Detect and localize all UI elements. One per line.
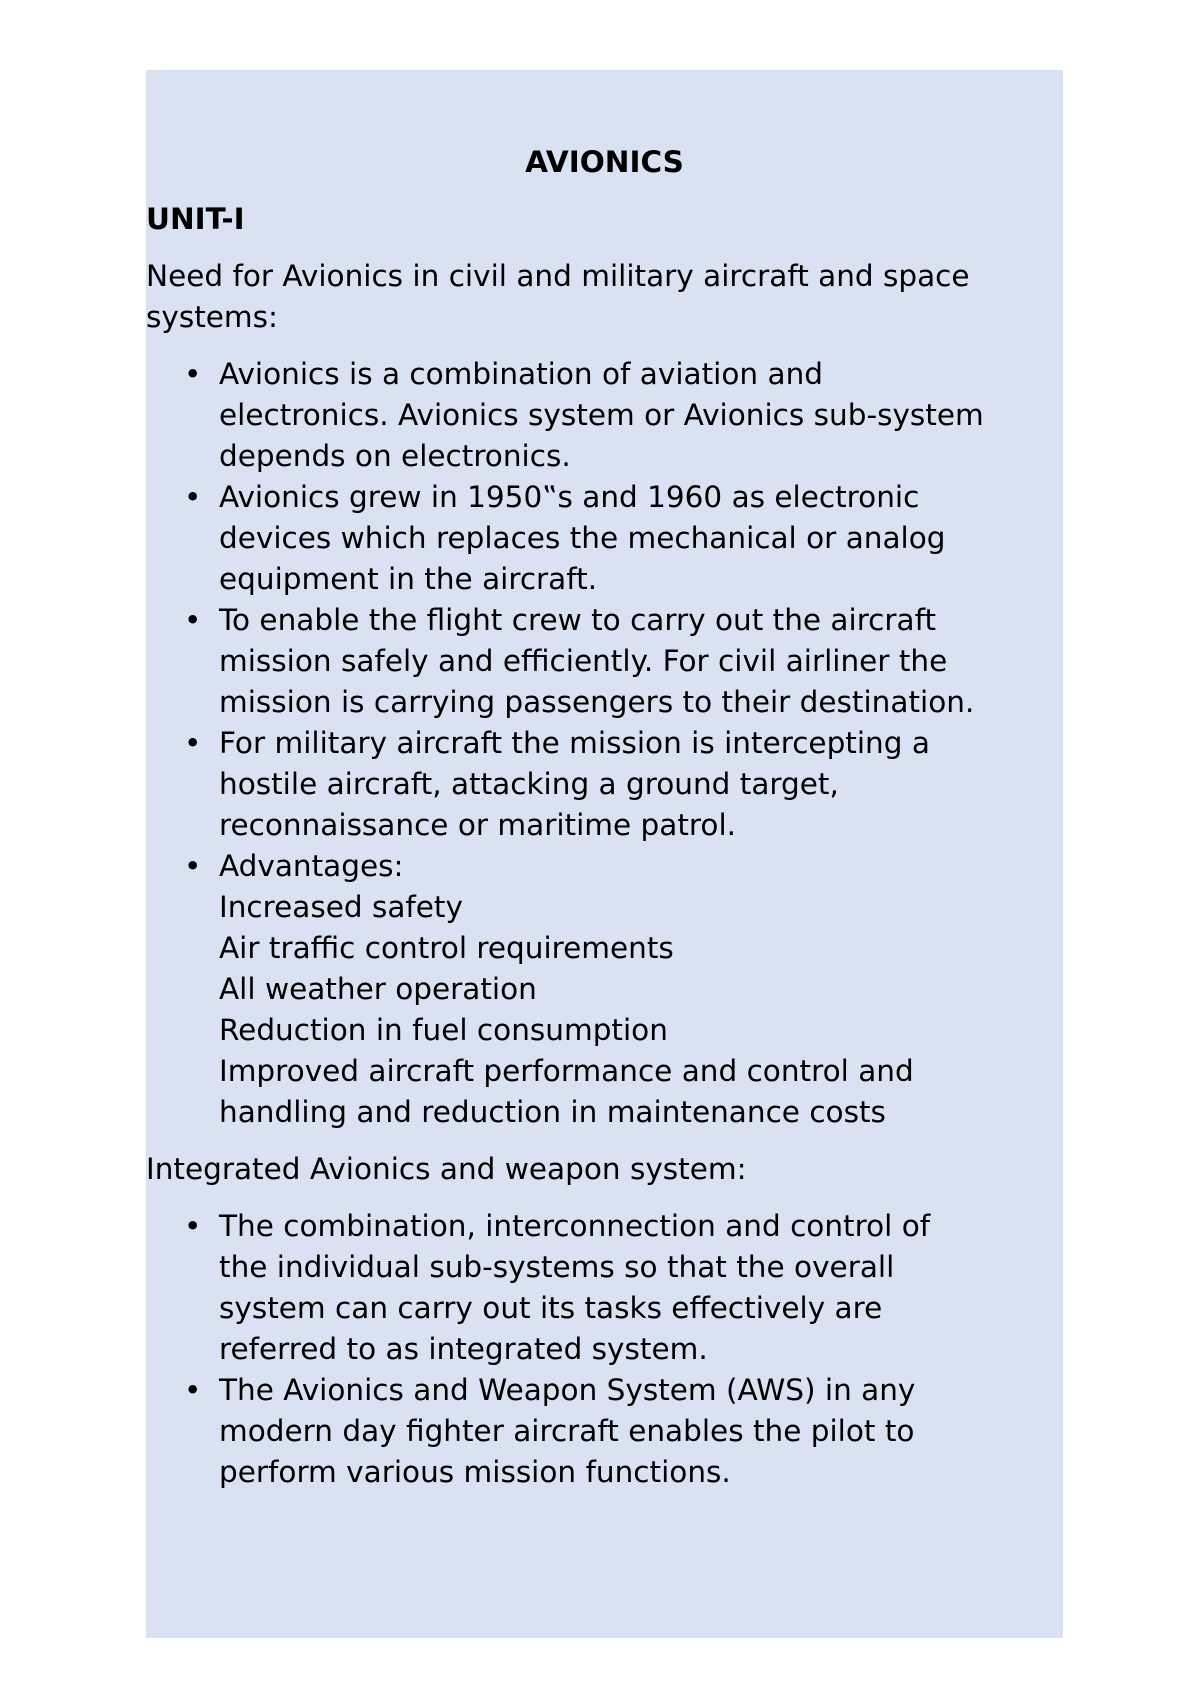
bullet-icon: • <box>184 603 202 637</box>
need-for-avionics-list <box>146 354 1076 1133</box>
list-item <box>146 1206 1076 1370</box>
list-item-line: electronics. Avionics system or Avionics sub-system <box>219 398 984 432</box>
list-item-line: modern day fighter aircraft enables the pilot to <box>219 1414 915 1448</box>
list-item-line: devices which replaces the mechanical or analog <box>219 521 946 555</box>
integrated-avionics-list <box>146 1206 1076 1493</box>
heading-line: systems: <box>146 300 278 334</box>
list-item-line: depends on electronics. <box>219 439 571 473</box>
list-item-line: Avionics is a combination of aviation and <box>219 357 824 391</box>
list-item-line: perform various mission functions. <box>219 1455 731 1489</box>
list-item <box>146 477 1076 600</box>
list-item-line: reconnaissance or maritime patrol. <box>219 808 737 842</box>
list-item-line: handling and reduction in maintenance costs <box>219 1095 886 1129</box>
list-item-line: Air traffic control requirements <box>219 931 674 965</box>
list-item-line: All weather operation <box>219 972 537 1006</box>
list-item-line: Avionics grew in 1950‟s and 1960 as electronic <box>219 480 920 514</box>
bullet-icon: • <box>184 726 202 760</box>
list-item <box>146 1370 1076 1493</box>
list-item-line: For military aircraft the mission is intercepting a <box>219 726 930 760</box>
bullet-icon: • <box>184 1209 202 1243</box>
list-item-line: referred to as integrated system. <box>219 1332 708 1366</box>
list-item <box>146 723 1076 846</box>
bullet-icon: • <box>184 1373 202 1407</box>
list-item-line: The Avionics and Weapon System (AWS) in any <box>219 1373 916 1407</box>
list-item-line: Reduction in fuel consumption <box>219 1013 668 1047</box>
heading-line: Integrated Avionics and weapon system: <box>146 1152 747 1186</box>
section-heading-need-for-avionics <box>146 256 1076 338</box>
list-item-line: mission is carrying passengers to their destination. <box>219 685 975 719</box>
list-item-line: Advantages: <box>219 849 404 883</box>
list-item-advantages <box>146 846 1076 1133</box>
list-item-line: The combination, interconnection and control of <box>219 1209 931 1243</box>
bullet-icon: • <box>184 357 202 391</box>
unit-heading: UNIT-I <box>146 202 245 236</box>
list-item-line: hostile aircraft, attacking a ground target, <box>219 767 839 801</box>
list-item-line: To enable the flight crew to carry out the aircraft <box>219 603 937 637</box>
list-item <box>146 600 1076 723</box>
bullet-icon: • <box>184 849 202 883</box>
list-item-line: Improved aircraft performance and control and <box>219 1054 914 1088</box>
document-title: AVIONICS <box>525 145 684 179</box>
list-item-line: equipment in the aircraft. <box>219 562 598 596</box>
list-item-line: mission safely and efficiently. For civil airliner the <box>219 644 948 678</box>
bullet-icon: • <box>184 480 202 514</box>
list-item-line: system can carry out its tasks effectively are <box>219 1291 883 1325</box>
heading-line: Need for Avionics in civil and military aircraft and space <box>146 259 970 293</box>
document-content <box>146 142 1076 1509</box>
list-item <box>146 354 1076 477</box>
list-item-line: the individual sub-systems so that the overall <box>219 1250 895 1284</box>
list-item-line: Increased safety <box>219 890 463 924</box>
section-heading-integrated-avionics <box>146 1149 1076 1190</box>
